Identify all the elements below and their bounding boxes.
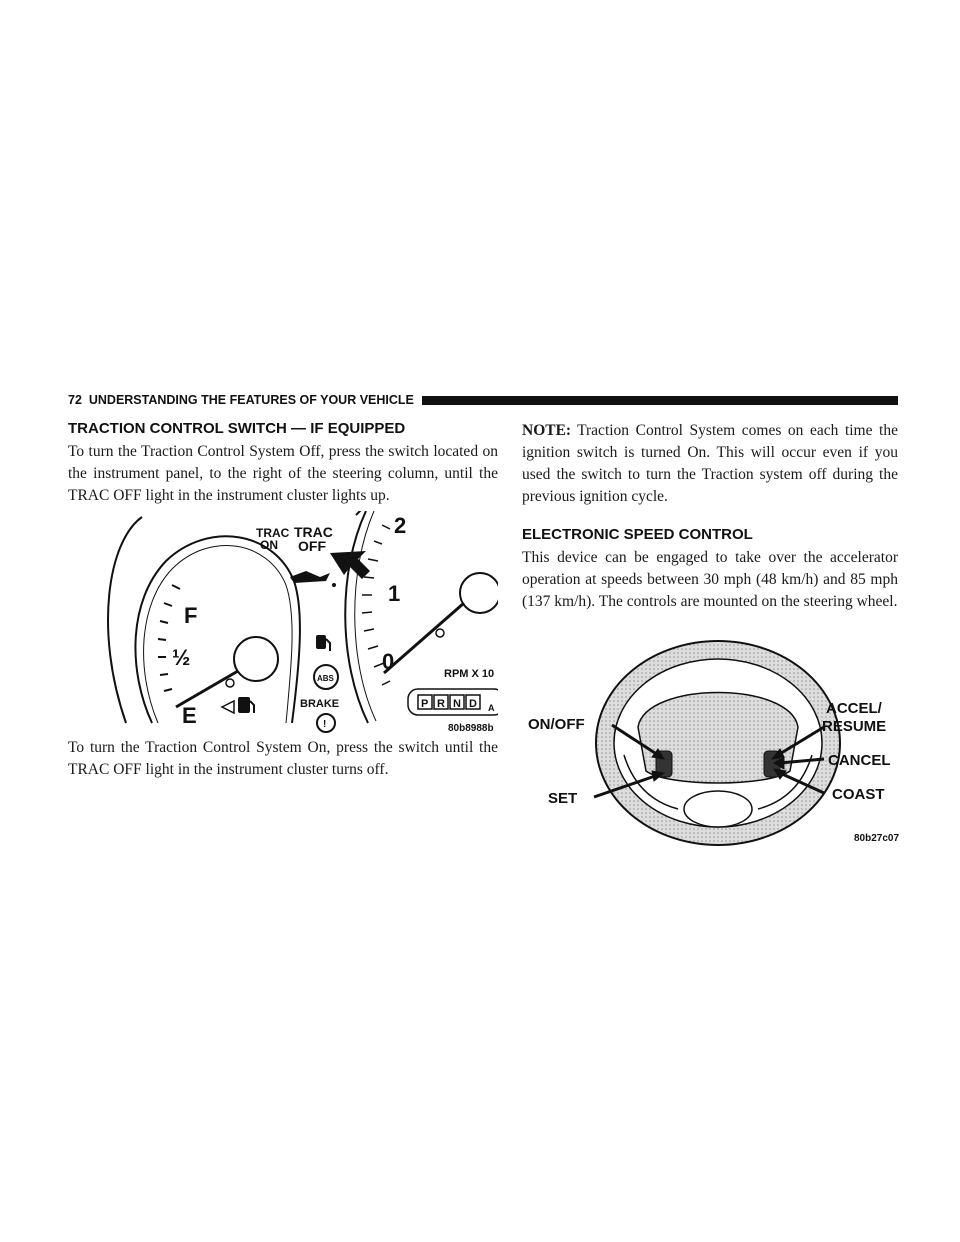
- gear-d: D: [469, 698, 477, 710]
- note-text: Traction Control System comes on each time the ignition switch is turned On. This will occur even if you used the switch to turn the Traction system off during the previous ignition cycle.: [522, 422, 898, 505]
- steering-wheel-illustration: [528, 631, 900, 853]
- trac-off-label-2: OFF: [298, 538, 326, 554]
- accel-label-2: RESUME: [822, 718, 887, 735]
- steering-wheel-figure: [528, 631, 898, 853]
- brake-warning-icon: [317, 714, 335, 732]
- page-header: [68, 390, 898, 410]
- coast-label: COAST: [832, 786, 885, 803]
- low-fuel-icon: [316, 635, 330, 651]
- gear-extra: A: [488, 703, 495, 713]
- fuel-full-label: F: [184, 603, 198, 628]
- fuel-pivot-dot: [226, 679, 234, 687]
- rpm-label: RPM X 10: [444, 668, 495, 680]
- tachometer-inner-ring: [355, 511, 376, 721]
- gear-n: N: [453, 698, 461, 710]
- trac-on-label-1: TRAC: [256, 526, 290, 540]
- gear-r: R: [437, 698, 445, 710]
- instrument-cluster-illustration: [68, 511, 498, 733]
- fuel-needle: [176, 671, 238, 707]
- right-column: [522, 420, 898, 853]
- tach-1-label: 1: [388, 581, 401, 606]
- trac-off-label-1: TRAC: [294, 524, 333, 540]
- wheel-figure-code: 80b27c07: [854, 833, 900, 844]
- on-off-label: ON/OFF: [528, 716, 585, 733]
- gear-p: P: [421, 698, 429, 710]
- wheel-lower-opening: [684, 791, 752, 827]
- brake-label: BRAKE: [300, 698, 340, 710]
- set-label: SET: [548, 790, 578, 807]
- tach-2-label: 2: [394, 513, 407, 538]
- svg-text:!: !: [323, 719, 327, 730]
- trac-on-label-2: ON: [260, 538, 278, 552]
- cluster-figure-code: 80b8988b: [448, 723, 494, 733]
- speed-control-paragraph: This device can be engaged to take over the accelerator operation at speeds between 30 mph (48 km/h) and 85 mph (137 km/h). The controls are mounted on the steering wheel.: [522, 549, 898, 610]
- tach-0-label: 0: [382, 649, 395, 674]
- tach-pivot-dot: [436, 629, 444, 637]
- fuel-pump-icon: [222, 697, 254, 713]
- section-title: UNDERSTANDING THE FEATURES OF YOUR VEHICLE: [88, 393, 414, 407]
- accel-label-1: ACCEL/: [826, 700, 882, 717]
- cancel-label: CANCEL: [828, 752, 891, 769]
- page-number: 72: [68, 393, 82, 407]
- fuel-needle-hub: [234, 637, 278, 681]
- fuel-gauge-inner-ring: [144, 545, 293, 723]
- traction-control-heading: TRACTION CONTROL SWITCH — IF EQUIPPED: [68, 420, 406, 437]
- tach-needle: [384, 603, 464, 673]
- traction-off-paragraph: To turn the Traction Control System Off, press the switch located on the instrument panel, to the right of the steering column, until the TRAC OFF light in the instrument cluster lights up.: [68, 443, 498, 504]
- tach-needle-hub: [460, 573, 498, 613]
- instrument-cluster-figure: [68, 511, 498, 733]
- fuel-gauge-bezel: [135, 536, 299, 723]
- note-paragraph: [522, 420, 898, 508]
- abs-label: ABS: [317, 674, 334, 683]
- oil-pressure-icon: [290, 571, 336, 587]
- speed-control-heading: ELECTRONIC SPEED CONTROL: [522, 526, 753, 543]
- traction-on-paragraph: To turn the Traction Control System On, press the switch until the TRAC OFF light in the instrument cluster turns off.: [68, 739, 498, 778]
- page-header-text: [68, 393, 414, 407]
- left-column: [68, 420, 498, 781]
- abs-warning-icon: [314, 665, 338, 689]
- fuel-half-label: ½: [172, 645, 191, 670]
- header-rule: [422, 396, 898, 405]
- note-label: NOTE:: [522, 422, 572, 439]
- gear-indicator: [418, 695, 495, 713]
- fuel-gauge-ticks: [158, 585, 180, 691]
- fuel-empty-label: E: [182, 703, 197, 728]
